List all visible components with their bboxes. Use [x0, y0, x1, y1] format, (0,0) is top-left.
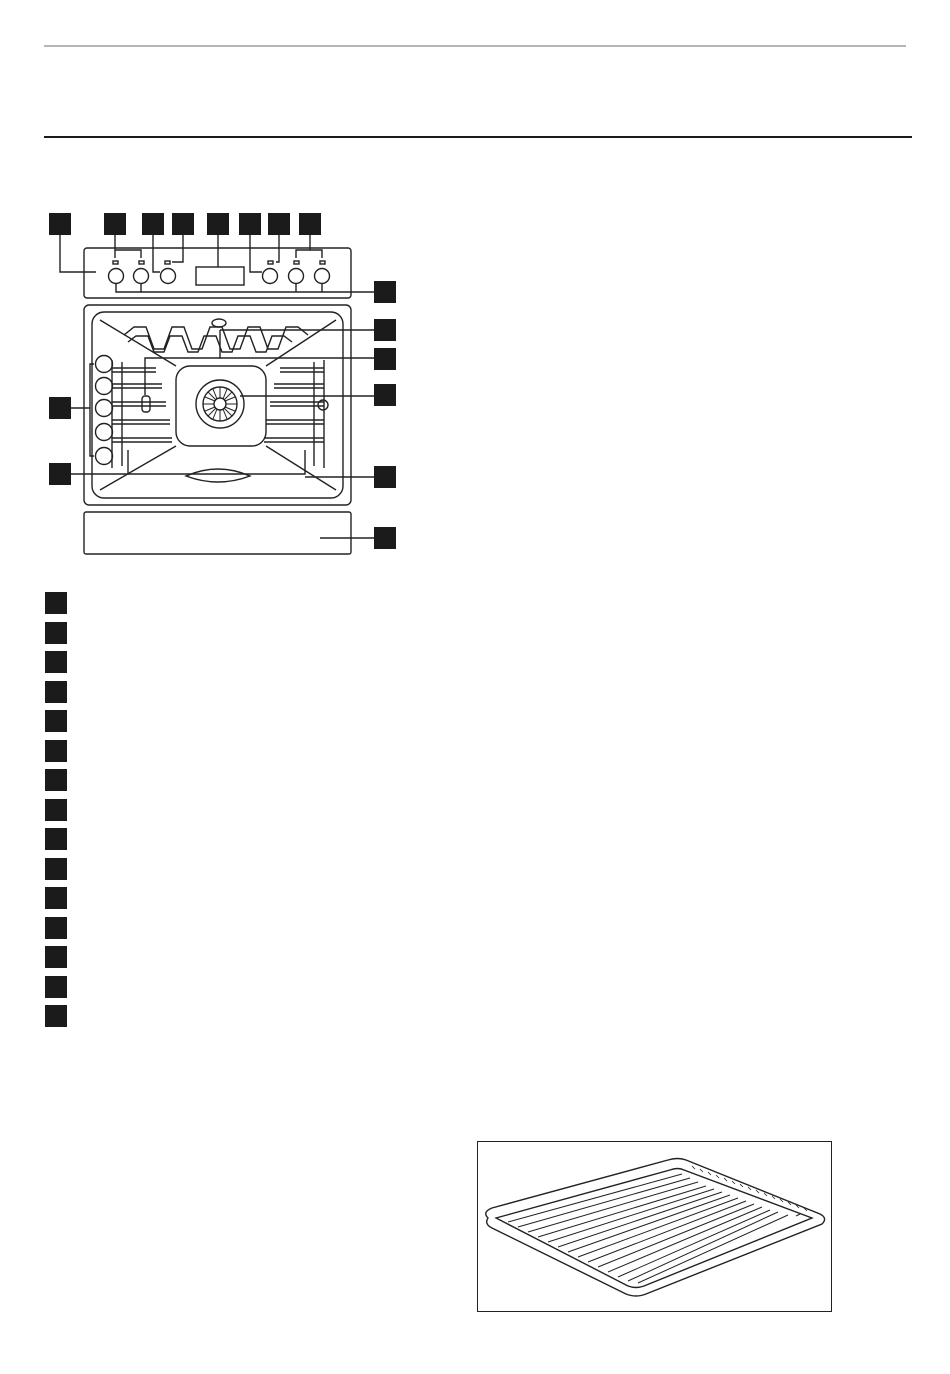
legend-marker-11: [45, 887, 67, 909]
legend-marker-4: [45, 681, 67, 703]
legend-marker-7: [45, 769, 67, 791]
legend-marker-12: [45, 917, 67, 939]
legend-marker-5: [45, 710, 67, 732]
legend-marker-15: [45, 1005, 67, 1027]
baking-tray-icon: [478, 1142, 831, 1311]
oven-front-view-icon: [0, 0, 950, 600]
legend-marker-9: [45, 828, 67, 850]
accessory-figure-frame: [477, 1141, 832, 1312]
legend-marker-3: [45, 651, 67, 673]
legend-marker-8: [45, 799, 67, 821]
legend-marker-6: [45, 740, 67, 762]
legend-marker-13: [45, 946, 67, 968]
legend-marker-10: [45, 858, 67, 880]
legend-marker-2: [45, 622, 67, 644]
legend-marker-14: [45, 976, 67, 998]
legend-marker-1: [45, 592, 67, 614]
